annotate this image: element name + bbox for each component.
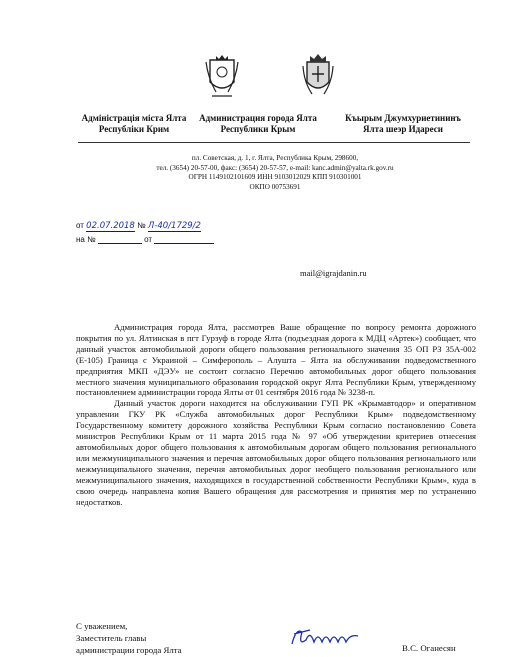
okpo-code: ОКПО 00753691 xyxy=(249,182,301,191)
outgoing-registration: от 02.07.2018 № Л-40/1729/2 xyxy=(76,221,201,231)
incoming-reference: на № от xyxy=(76,234,214,244)
letter-body xyxy=(76,322,476,507)
outgoing-number: Л-40/1729/2 xyxy=(147,221,201,231)
recipient-email: mail@igrajdanin.ru xyxy=(300,268,367,278)
signer-position-2: администрации города Ялта xyxy=(76,645,182,655)
body-paragraph-2: Данный участок дороги находится на обслуживании ГУП РК «Крымавтодор» и оперативном управлении ГКУ РК «Служба автомобильных дорог Республики Крым» подведомственному Государственному комитету дорожного хозяйства Республики Крым согласно постановлению Совета министров Республики Крым от 11 марта 2015 года № 97 «Об утверждении критериев отнесения автомобильных дорог общего пользования к автомобильным дорогам общего пользования регионального или межмуниципального значения и перечня автомобильных дорог общего пользования регионального или межмуниципального значения, перечня автомобильных дорог необщего пользования регионального или межмуниципального значения, находящихся в государственной собственности Республики Крым», куда в свою очередь направлена копия Вашего обращения для рассмотрения и принятия мер по устранению недостатков. xyxy=(76,398,476,507)
outgoing-date: 02.07.2018 xyxy=(86,221,135,231)
phone-line: тел. (3654) 20-57-00, факс: (3654) 20-57-57, e-mail: kanc.admin@yalta.rk.gov.ru xyxy=(156,163,394,172)
contact-block xyxy=(120,154,430,192)
signer-position-1: Заместитель главы xyxy=(76,633,147,643)
yalta-coat-of-arms-icon xyxy=(300,52,336,100)
org-name-russian: Администрация города Ялта Республики Крым xyxy=(199,113,317,134)
incoming-date-blank xyxy=(154,234,214,244)
closing: С уважением, xyxy=(76,621,128,631)
signer-name: В.С. Оганесян xyxy=(402,643,456,653)
crimea-coat-of-arms-icon xyxy=(204,52,240,100)
handwritten-signature-icon xyxy=(288,622,368,654)
signature-block xyxy=(76,620,182,656)
org-name-ukrainian: Адміністрація міста Ялта Республіки Крим xyxy=(81,113,187,134)
body-paragraph-1: Администрация города Ялта, рассмотрев Ваше обращение по вопросу ремонта дорожного покрытия по ул. Ялтинская в пгт Гурзуф в городе Ялта (подъездная дорога к МДЦ «Артек») сообщает, что данный участок автомобильной дороги общего пользования регионального значения 35 ОП РЗ 35А-002 (Е-105) Граница с Украиной – Симферополь – Алушта – Ялта на обслуживании подведомственного предприятия МКП «ДЭУ» не состоит согласно Перечню автомобильных дорог общего пользования местного значения муниципального образования городской округ Ялта Республики Крым, утвержденному постановлением администрации города Ялты от 01 сентября 2016 года № 3238-п. xyxy=(76,322,476,398)
address-line: пл. Советская, д. 1, г. Ялта, Республика Крым, 298600, xyxy=(191,154,359,162)
org-name-crimean-tatar: Къырым Джумхуриетининъ Ялта шеэр Идареси xyxy=(345,113,461,134)
incoming-number-blank xyxy=(98,234,142,244)
registry-codes: ОГРН 1149102101609 ИНН 9103012029 КПП 910301001 xyxy=(188,173,362,182)
header-divider xyxy=(78,142,470,143)
